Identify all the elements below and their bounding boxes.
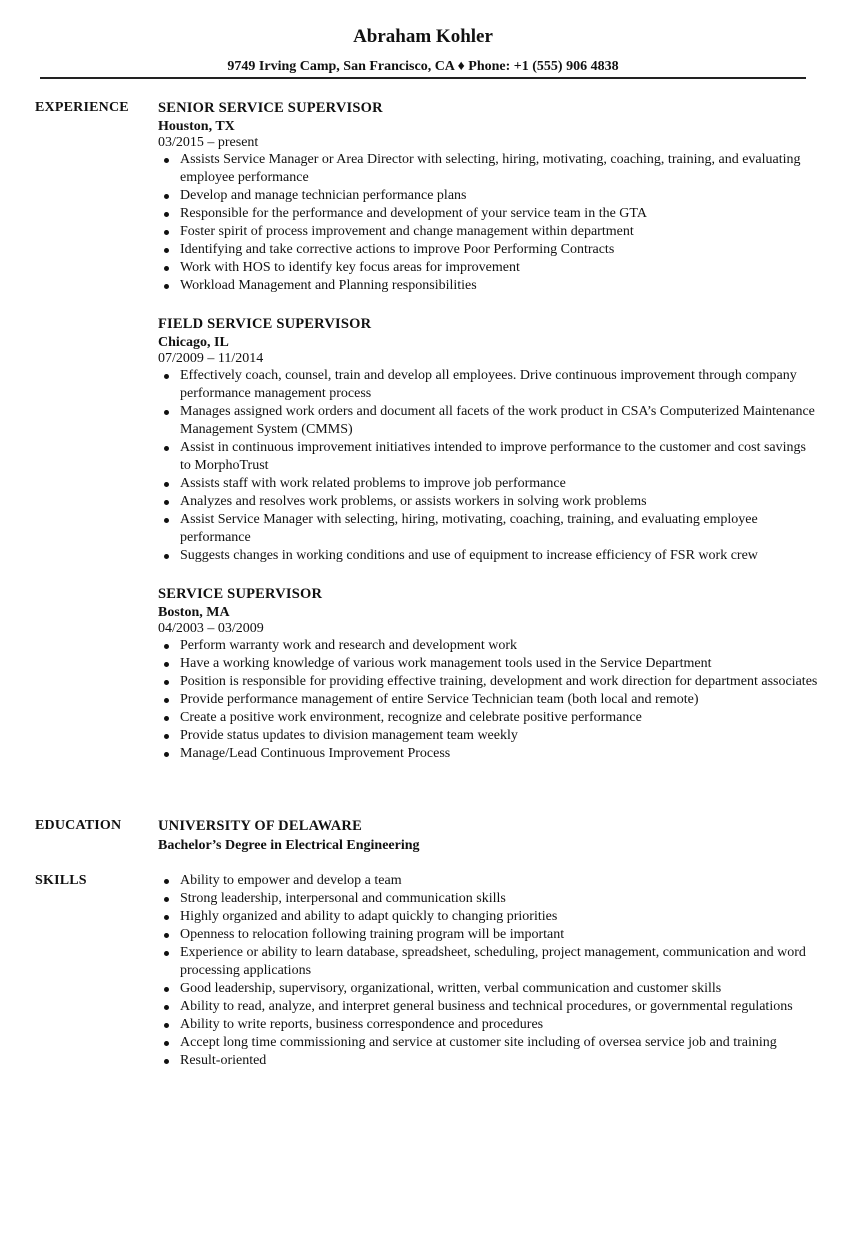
bullet-text: Effectively coach, counsel, train and develop all employees. Drive continuous improvement through company performance management process xyxy=(180,368,797,401)
bullet-item xyxy=(158,223,818,241)
job-location: Boston, MA xyxy=(158,605,230,620)
skill-item xyxy=(158,908,818,926)
bullet-dot-icon xyxy=(164,716,169,721)
skill-text: Openness to relocation following training program will be important xyxy=(180,927,565,942)
bullet-text: Have a working knowledge of various work management tools used in the Service Department xyxy=(180,656,712,671)
bullet-item xyxy=(158,745,818,763)
bullet-dot-icon xyxy=(164,194,169,199)
bullet-dot-icon xyxy=(164,1005,169,1010)
bullet-dot-icon xyxy=(164,951,169,956)
bullet-dot-icon xyxy=(164,680,169,685)
bullet-dot-icon xyxy=(164,933,169,938)
bullet-dot-icon xyxy=(164,662,169,667)
job-dates: 04/2003 – 03/2009 xyxy=(158,621,264,636)
bullet-text: Assists Service Manager or Area Director with selecting, hiring, motivating, coaching, training, and evaluating employee performance xyxy=(180,152,801,185)
bullet-dot-icon xyxy=(164,500,169,505)
job-entry xyxy=(158,585,818,763)
education-heading: EDUCATION xyxy=(35,818,122,833)
contact-line: 9749 Irving Camp, San Francisco, CA ♦ Phone: +1 (555) 906 4838 xyxy=(227,59,619,74)
bullet-item xyxy=(158,547,818,565)
bullet-item xyxy=(158,673,818,691)
bullet-item xyxy=(158,655,818,673)
skill-text: Ability to write reports, business correspondence and procedures xyxy=(180,1017,544,1032)
bullet-item xyxy=(158,511,818,547)
bullet-text: Suggests changes in working conditions and use of equipment to increase efficiency of FSR work crew xyxy=(180,548,758,563)
skill-text: Strong leadership, interpersonal and communication skills xyxy=(180,891,506,906)
bullet-text: Provide status updates to division management team weekly xyxy=(180,728,518,743)
bullet-item xyxy=(158,403,818,439)
job-bullets xyxy=(158,637,818,763)
bullet-text: Identifying and take corrective actions to improve Poor Performing Contracts xyxy=(180,242,615,257)
job-title: SENIOR SERVICE SUPERVISOR xyxy=(158,100,383,116)
bullet-dot-icon xyxy=(164,554,169,559)
bullet-text: Develop and manage technician performance plans xyxy=(180,188,467,203)
bullet-item xyxy=(158,367,818,403)
bullet-item xyxy=(158,637,818,655)
skill-text: Result-oriented xyxy=(180,1053,267,1068)
bullet-item xyxy=(158,475,818,493)
bullet-dot-icon xyxy=(164,410,169,415)
skill-item xyxy=(158,998,818,1016)
bullet-dot-icon xyxy=(164,446,169,451)
bullet-dot-icon xyxy=(164,212,169,217)
skill-item xyxy=(158,872,818,890)
skill-item xyxy=(158,1052,818,1070)
skill-item xyxy=(158,944,818,980)
bullet-dot-icon xyxy=(164,644,169,649)
bullet-dot-icon xyxy=(164,284,169,289)
bullet-dot-icon xyxy=(164,698,169,703)
bullet-item xyxy=(158,727,818,745)
experience-list xyxy=(158,99,818,763)
skill-text: Highly organized and ability to adapt quickly to changing priorities xyxy=(180,909,558,924)
experience-heading: EXPERIENCE xyxy=(35,100,129,115)
bullet-text: Assist in continuous improvement initiatives intended to improve performance to the customer and cost savings to MorphoTrust xyxy=(180,440,806,473)
bullet-item xyxy=(158,277,818,295)
bullet-dot-icon xyxy=(164,518,169,523)
skill-text: Good leadership, supervisory, organizational, written, verbal communication and customer skills xyxy=(180,981,722,996)
skills-body xyxy=(158,872,818,1070)
skill-text: Ability to empower and develop a team xyxy=(180,873,402,888)
skill-item xyxy=(158,926,818,944)
job-dates: 03/2015 – present xyxy=(158,135,259,150)
skill-item xyxy=(158,890,818,908)
skill-item xyxy=(158,1016,818,1034)
job-bullets xyxy=(158,151,818,295)
bullet-item xyxy=(158,439,818,475)
bullet-item xyxy=(158,187,818,205)
bullet-text: Responsible for the performance and development of your service team in the GTA xyxy=(180,206,647,221)
job-location: Chicago, IL xyxy=(158,335,229,350)
bullet-dot-icon xyxy=(164,1059,169,1064)
bullet-dot-icon xyxy=(164,1041,169,1046)
bullet-text: Assist Service Manager with selecting, hiring, motivating, coaching, training, and evaluating employee performance xyxy=(180,512,758,545)
bullet-dot-icon xyxy=(164,374,169,379)
skill-text: Accept long time commissioning and service at customer site including of oversea service job and training xyxy=(180,1035,777,1050)
bullet-dot-icon xyxy=(164,266,169,271)
bullet-dot-icon xyxy=(164,879,169,884)
bullet-text: Perform warranty work and research and development work xyxy=(180,638,518,653)
bullet-text: Provide performance management of entire Service Technician team (both local and remote) xyxy=(180,692,699,707)
skill-text: Experience or ability to learn database, spreadsheet, scheduling, project management, communication and word processing applications xyxy=(180,945,806,978)
bullet-item xyxy=(158,691,818,709)
job-entry xyxy=(158,315,818,565)
bullet-dot-icon xyxy=(164,987,169,992)
job-location: Houston, TX xyxy=(158,119,235,134)
bullet-text: Create a positive work environment, recognize and celebrate positive performance xyxy=(180,710,642,725)
bullet-text: Position is responsible for providing effective training, development and work direction for department associates xyxy=(180,674,818,689)
bullet-dot-icon xyxy=(164,1023,169,1028)
bullet-item xyxy=(158,205,818,223)
bullet-item xyxy=(158,493,818,511)
bullet-dot-icon xyxy=(164,482,169,487)
degree: Bachelor’s Degree in Electrical Engineering xyxy=(158,838,420,853)
bullet-dot-icon xyxy=(164,734,169,739)
job-title: FIELD SERVICE SUPERVISOR xyxy=(158,316,372,332)
bullet-dot-icon xyxy=(164,248,169,253)
skill-item xyxy=(158,1034,818,1052)
skills-heading: SKILLS xyxy=(35,873,87,888)
bullet-text: Workload Management and Planning responsibilities xyxy=(180,278,477,293)
job-title: SERVICE SUPERVISOR xyxy=(158,586,323,602)
bullet-dot-icon xyxy=(164,897,169,902)
bullet-dot-icon xyxy=(164,752,169,757)
bullet-text: Manages assigned work orders and document all facets of the work product in CSA’s Computerized Maintenance Management System (CMMS) xyxy=(180,404,815,437)
bullet-dot-icon xyxy=(164,158,169,163)
resume-name: Abraham Kohler xyxy=(353,26,493,47)
education-body xyxy=(158,817,818,855)
bullet-text: Manage/Lead Continuous Improvement Process xyxy=(180,746,451,761)
skill-item xyxy=(158,980,818,998)
bullet-dot-icon xyxy=(164,915,169,920)
bullet-text: Analyzes and resolves work problems, or assists workers in solving work problems xyxy=(180,494,647,509)
bullet-item xyxy=(158,709,818,727)
bullet-item xyxy=(158,241,818,259)
bullet-dot-icon xyxy=(164,230,169,235)
header-divider xyxy=(40,77,806,79)
bullet-text: Work with HOS to identify key focus areas for improvement xyxy=(180,260,520,275)
bullet-item xyxy=(158,151,818,187)
bullet-text: Assists staff with work related problems to improve job performance xyxy=(180,476,566,491)
job-entry xyxy=(158,99,818,295)
bullet-text: Foster spirit of process improvement and change management within department xyxy=(180,224,634,239)
job-bullets xyxy=(158,367,818,565)
school-name: UNIVERSITY OF DELAWARE xyxy=(158,818,362,834)
bullet-item xyxy=(158,259,818,277)
skill-text: Ability to read, analyze, and interpret general business and technical procedures, or governmental regulations xyxy=(180,999,793,1014)
skills-list xyxy=(158,872,818,1070)
job-dates: 07/2009 – 11/2014 xyxy=(158,351,264,366)
